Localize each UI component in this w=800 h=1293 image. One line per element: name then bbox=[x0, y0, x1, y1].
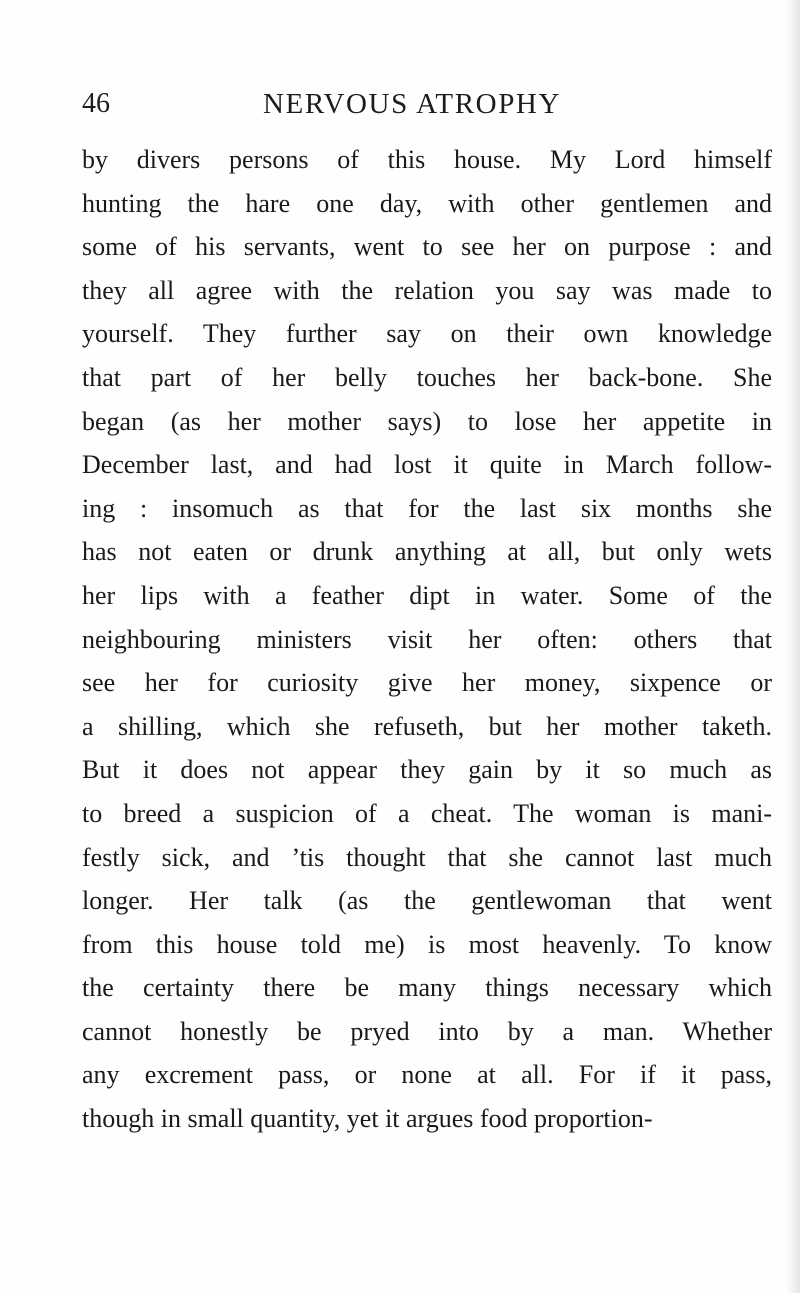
text-line: her lips with a feather dipt in water. Some of the bbox=[82, 580, 772, 610]
running-title: NERVOUS ATROPHY bbox=[262, 88, 562, 120]
page-number: 46 bbox=[82, 88, 110, 119]
text-line: But it does not appear they gain by it so much as bbox=[82, 755, 772, 785]
running-header bbox=[82, 84, 742, 124]
body-text bbox=[82, 138, 772, 1141]
text-line: festly sick, and ’tis thought that she cannot last much bbox=[82, 842, 772, 872]
text-line: they all agree with the relation you say was made to bbox=[82, 275, 772, 305]
text-line: began (as her mother says) to lose her appetite in bbox=[82, 406, 772, 436]
text-line: see her for curiosity give her money, sixpence or bbox=[82, 668, 772, 698]
text-line: hunting the hare one day, with other gentlemen and bbox=[82, 188, 772, 218]
page-edge-shadow bbox=[786, 0, 800, 1293]
text-line: has not eaten or drunk anything at all, but only wets bbox=[82, 537, 772, 567]
text-line: ing : insomuch as that for the last six months she bbox=[82, 493, 772, 523]
text-line: December last, and had lost it quite in March follow- bbox=[82, 450, 772, 480]
text-line: though in small quantity, yet it argues food proportion- bbox=[82, 1104, 653, 1134]
text-line: neighbouring ministers visit her often: others that bbox=[82, 624, 772, 654]
text-line: to breed a suspicion of a cheat. The woman is mani- bbox=[82, 798, 772, 828]
text-line: a shilling, which she refuseth, but her mother taketh. bbox=[82, 711, 772, 741]
text-line: that part of her belly touches her back-bone. She bbox=[82, 362, 772, 392]
text-line: yourself. They further say on their own knowledge bbox=[82, 319, 772, 349]
text-line: from this house told me) is most heavenly. To know bbox=[82, 929, 772, 959]
text-line: any excrement pass, or none at all. For if it pass, bbox=[82, 1060, 772, 1090]
text-line: longer. Her talk (as the gentlewoman that went bbox=[82, 886, 772, 916]
text-line: some of his servants, went to see her on purpose : and bbox=[82, 232, 772, 262]
text-line: the certainty there be many things necessary which bbox=[82, 973, 772, 1003]
text-line: cannot honestly be pryed into by a man. Whether bbox=[82, 1016, 772, 1046]
text-line: by divers persons of this house. My Lord himself bbox=[82, 145, 772, 174]
